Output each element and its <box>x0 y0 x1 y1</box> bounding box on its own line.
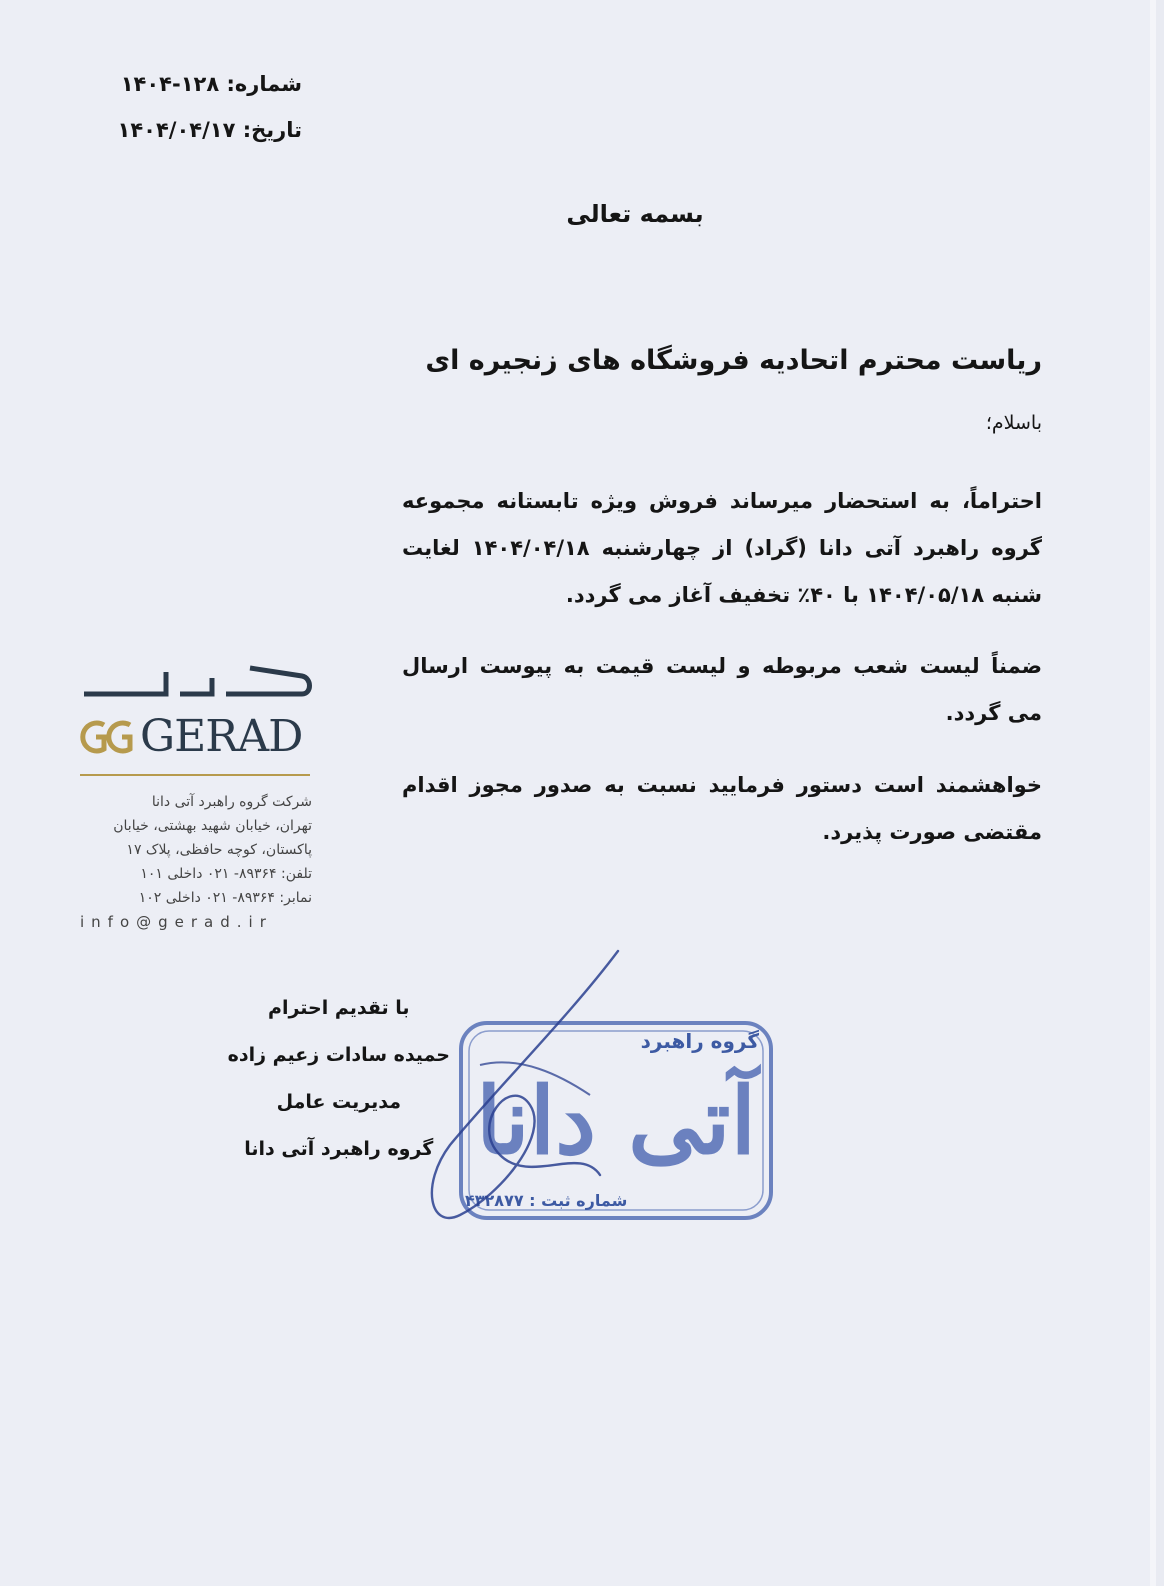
company-address-block <box>80 790 312 934</box>
letter-date: تاریخ: ۱۴۰۴/۰۴/۱۷ <box>117 118 302 142</box>
signer-title: مدیریت عامل <box>276 1091 401 1113</box>
gerad-farsi-wordmark <box>80 660 312 708</box>
closing-line: با تقدیم احترام <box>268 997 410 1019</box>
signer-company: گروه راهبرد آتی دانا <box>244 1138 434 1160</box>
gerad-logo-mark-icon <box>80 717 136 757</box>
stamp-center-text: آتی دانا <box>475 1067 757 1175</box>
basmala-heading: بسمه تعالی <box>566 200 704 228</box>
logo-divider <box>80 774 310 776</box>
company-email: info@gerad.ir <box>80 913 273 931</box>
body-paragraph-2: ضمناً لیست شعب مربوطه و لیست قیمت به پیوست ارسال می گردد. <box>402 654 1042 725</box>
stamp-top-text: گروه راهبرد <box>640 1029 759 1053</box>
company-address-line-1: تهران، خیابان شهید بهشتی، خیابان <box>113 818 312 834</box>
body-paragraph-1: احتراماً، به استحضار میرساند فروش ویژه تابستانه مجموعه گروه راهبرد آتی دانا (گراد) از چهارشنبه ۱۴۰۴/۰۴/۱۸ لغایت شنبه ۱۴۰۴/۰۵/۱۸ با ۴۰٪ تخفیف آغاز می گردد. <box>402 489 1042 607</box>
recipient-line: ریاست محترم اتحادیه فروشگاه های زنجیره ای <box>425 345 1042 376</box>
body-paragraph-3: خواهشمند است دستور فرمایید نسبت به صدور مجوز اقدام مقتضی صورت پذیرد. <box>402 773 1042 844</box>
signer-name: حمیده سادات زعیم زاده <box>227 1044 450 1066</box>
company-name: شرکت گروه راهبرد آتی دانا <box>151 794 312 810</box>
gerad-english-wordmark: GERAD <box>140 711 303 762</box>
company-address-line-2: پاکستان، کوچه حافظی، پلاک ۱۷ <box>126 842 312 858</box>
company-fax: نمابر: ۸۹۳۶۴- ۰۲۱ داخلی ۱۰۲ <box>138 890 312 906</box>
gerad-logo <box>80 660 315 776</box>
stamp-registration: شماره ثبت : ۴۳۲۸۷۷ <box>465 1191 628 1210</box>
letter-number: شماره: ۱۲۸-۱۴۰۴ <box>120 72 302 96</box>
handwritten-signature <box>410 945 640 1235</box>
greeting: باسلام؛ <box>985 412 1042 434</box>
company-phone: تلفن: ۸۹۳۶۴- ۰۲۱ داخلی ۱۰۱ <box>140 866 312 882</box>
